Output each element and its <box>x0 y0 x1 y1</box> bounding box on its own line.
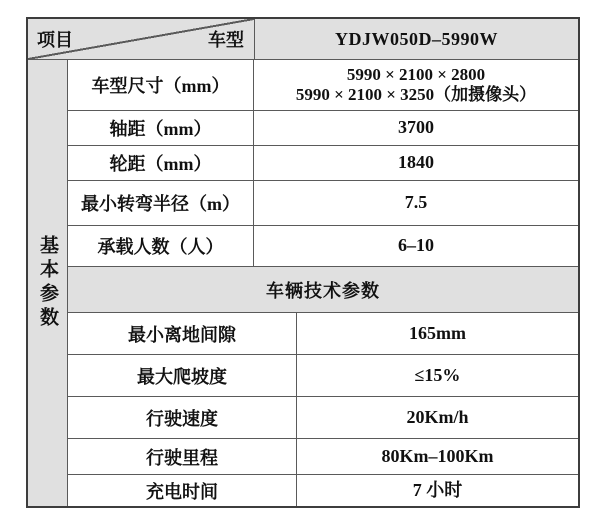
vehicle-spec-table <box>26 17 580 508</box>
row-value: 165mm <box>409 322 466 343</box>
row-label: 最小离地间隙 <box>68 313 297 354</box>
row-value: 20Km/h <box>406 406 469 427</box>
row-value: 7 小时 <box>412 479 463 500</box>
row-label: 轴距（mm） <box>68 111 254 145</box>
table-row-wheelbase <box>68 111 578 146</box>
row-label: 车型尺寸（mm） <box>68 60 254 110</box>
row-value: 1840 <box>398 152 434 173</box>
row-label: 行驶里程 <box>68 439 297 474</box>
table-row-driving-range <box>68 439 578 475</box>
row-value: 6–10 <box>398 235 434 256</box>
row-value: 3700 <box>398 117 434 138</box>
row-value <box>254 60 578 110</box>
row-label: 充电时间 <box>68 475 297 506</box>
table-row-driving-speed <box>68 397 578 439</box>
table-row-passenger-capacity <box>68 226 578 267</box>
header-item-label: 项目 <box>37 30 73 50</box>
table-header-row <box>28 19 578 60</box>
row-label: 承载人数（人） <box>68 226 254 266</box>
dimension-line-1: 5990 × 2100 × 2800 <box>346 64 486 84</box>
table-body <box>28 60 578 506</box>
table-row-turning-radius <box>68 181 578 226</box>
row-value: 7.5 <box>404 192 428 213</box>
table-row-track-width <box>68 146 578 181</box>
row-label: 轮距（mm） <box>68 146 254 180</box>
table-rows <box>68 60 578 506</box>
header-model-value: YDJW050D–5990W <box>255 19 578 59</box>
basic-params-vertical-label: 基本参数 <box>37 235 58 331</box>
header-model-label: 车型 <box>208 30 244 50</box>
dimension-line-2: 5990 × 2100 × 3250（加摄像头） <box>295 85 537 104</box>
row-label: 最大爬坡度 <box>68 355 297 396</box>
table-row-charging-time <box>68 475 578 506</box>
table-row-dimensions <box>68 60 578 111</box>
table-row-ground-clearance <box>68 313 578 355</box>
row-label: 行驶速度 <box>68 397 297 438</box>
row-label: 最小转弯半径（m） <box>68 181 254 225</box>
tech-params-section-header: 车辆技术参数 <box>68 267 578 313</box>
basic-params-side-column <box>28 60 68 506</box>
diagonal-header-cell <box>28 19 255 59</box>
table-row-max-gradeability <box>68 355 578 397</box>
row-value: ≤15% <box>414 364 461 385</box>
row-value: 80Km–100Km <box>381 445 494 466</box>
